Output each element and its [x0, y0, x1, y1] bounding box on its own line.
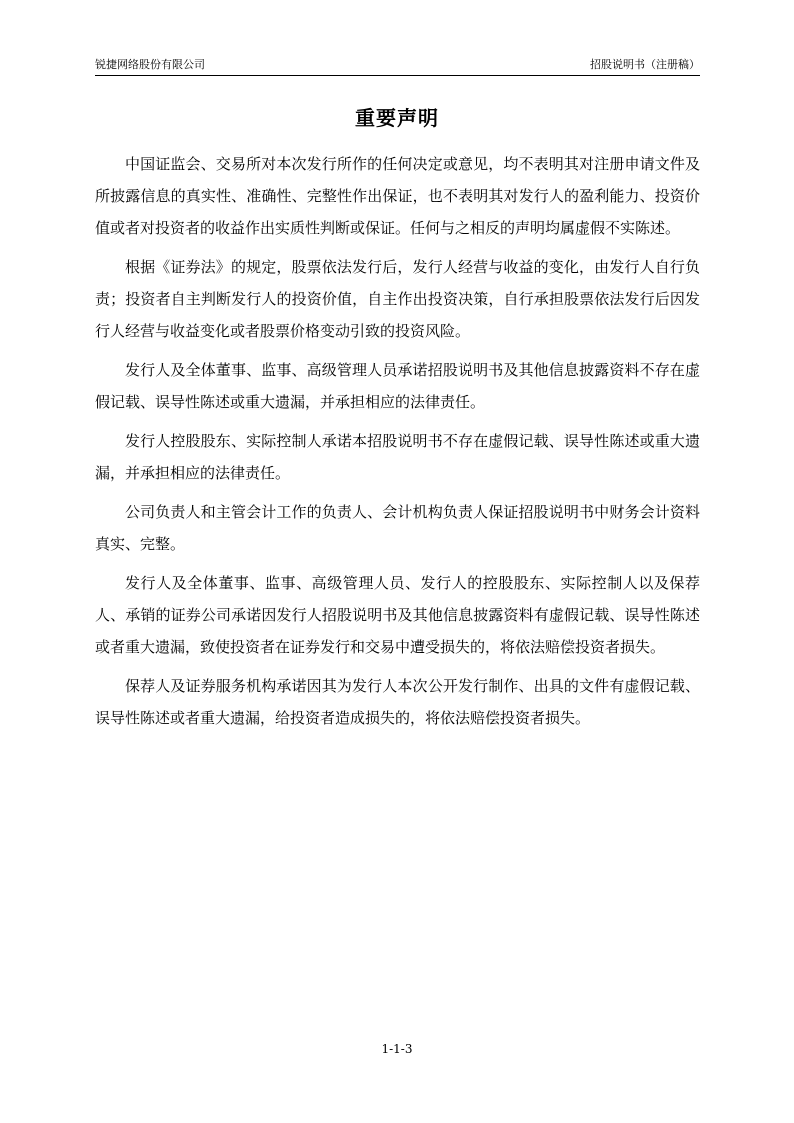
paragraph-6: 发行人及全体董事、监事、高级管理人员、发行人的控股股东、实际控制人以及保荐人、承销的证券公司承诺因发行人招股说明书及其他信息披露资料有虚假记载、误导性陈述或者重大遗漏，致使投资者在证券发行和交易中遭受损失的，将依法赔偿投资者损失。: [95, 574, 700, 656]
page-number: 1-1-3: [381, 1042, 413, 1056]
header-company-name: 锐捷网络股份有限公司: [95, 58, 205, 71]
paragraph-3: 发行人及全体董事、监事、高级管理人员承诺招股说明书及其他信息披露资料不存在虚假记载、误导性陈述或重大遗漏，并承担相应的法律责任。: [95, 361, 700, 411]
header-document-type: 招股说明书（注册稿）: [590, 58, 700, 71]
paragraph-2: 根据《证券法》的规定，股票依法发行后，发行人经营与收益的变化，由发行人自行负责；投资者自主判断发行人的投资价值，自主作出投资决策，自行承担股票依法发行后因发行人经营与收益变化或者股票价格变动引致的投资风险。: [95, 258, 700, 340]
paragraph-1: 中国证监会、交易所对本次发行所作的任何决定或意见，均不表明其对注册申请文件及所披露信息的真实性、准确性、完整性作出保证，也不表明其对发行人的盈利能力、投资价值或者对投资者的收益作出实质性判断或保证。任何与之相反的声明均属虚假不实陈述。: [95, 155, 700, 237]
document-body: [95, 148, 700, 741]
page-header: [95, 56, 700, 74]
header-divider: [95, 75, 700, 76]
page-title: 重要声明: [355, 106, 439, 130]
paragraph-7: 保荐人及证券服务机构承诺因其为发行人本次公开发行制作、出具的文件有虚假记载、误导性陈述或者重大遗漏，给投资者造成损失的，将依法赔偿投资者损失。: [95, 677, 700, 727]
paragraph-5: 公司负责人和主管会计工作的负责人、会计机构负责人保证招股说明书中财务会计资料真实、完整。: [95, 503, 700, 553]
paragraph-4: 发行人控股股东、实际控制人承诺本招股说明书不存在虚假记载、误导性陈述或重大遗漏，并承担相应的法律责任。: [95, 432, 700, 482]
